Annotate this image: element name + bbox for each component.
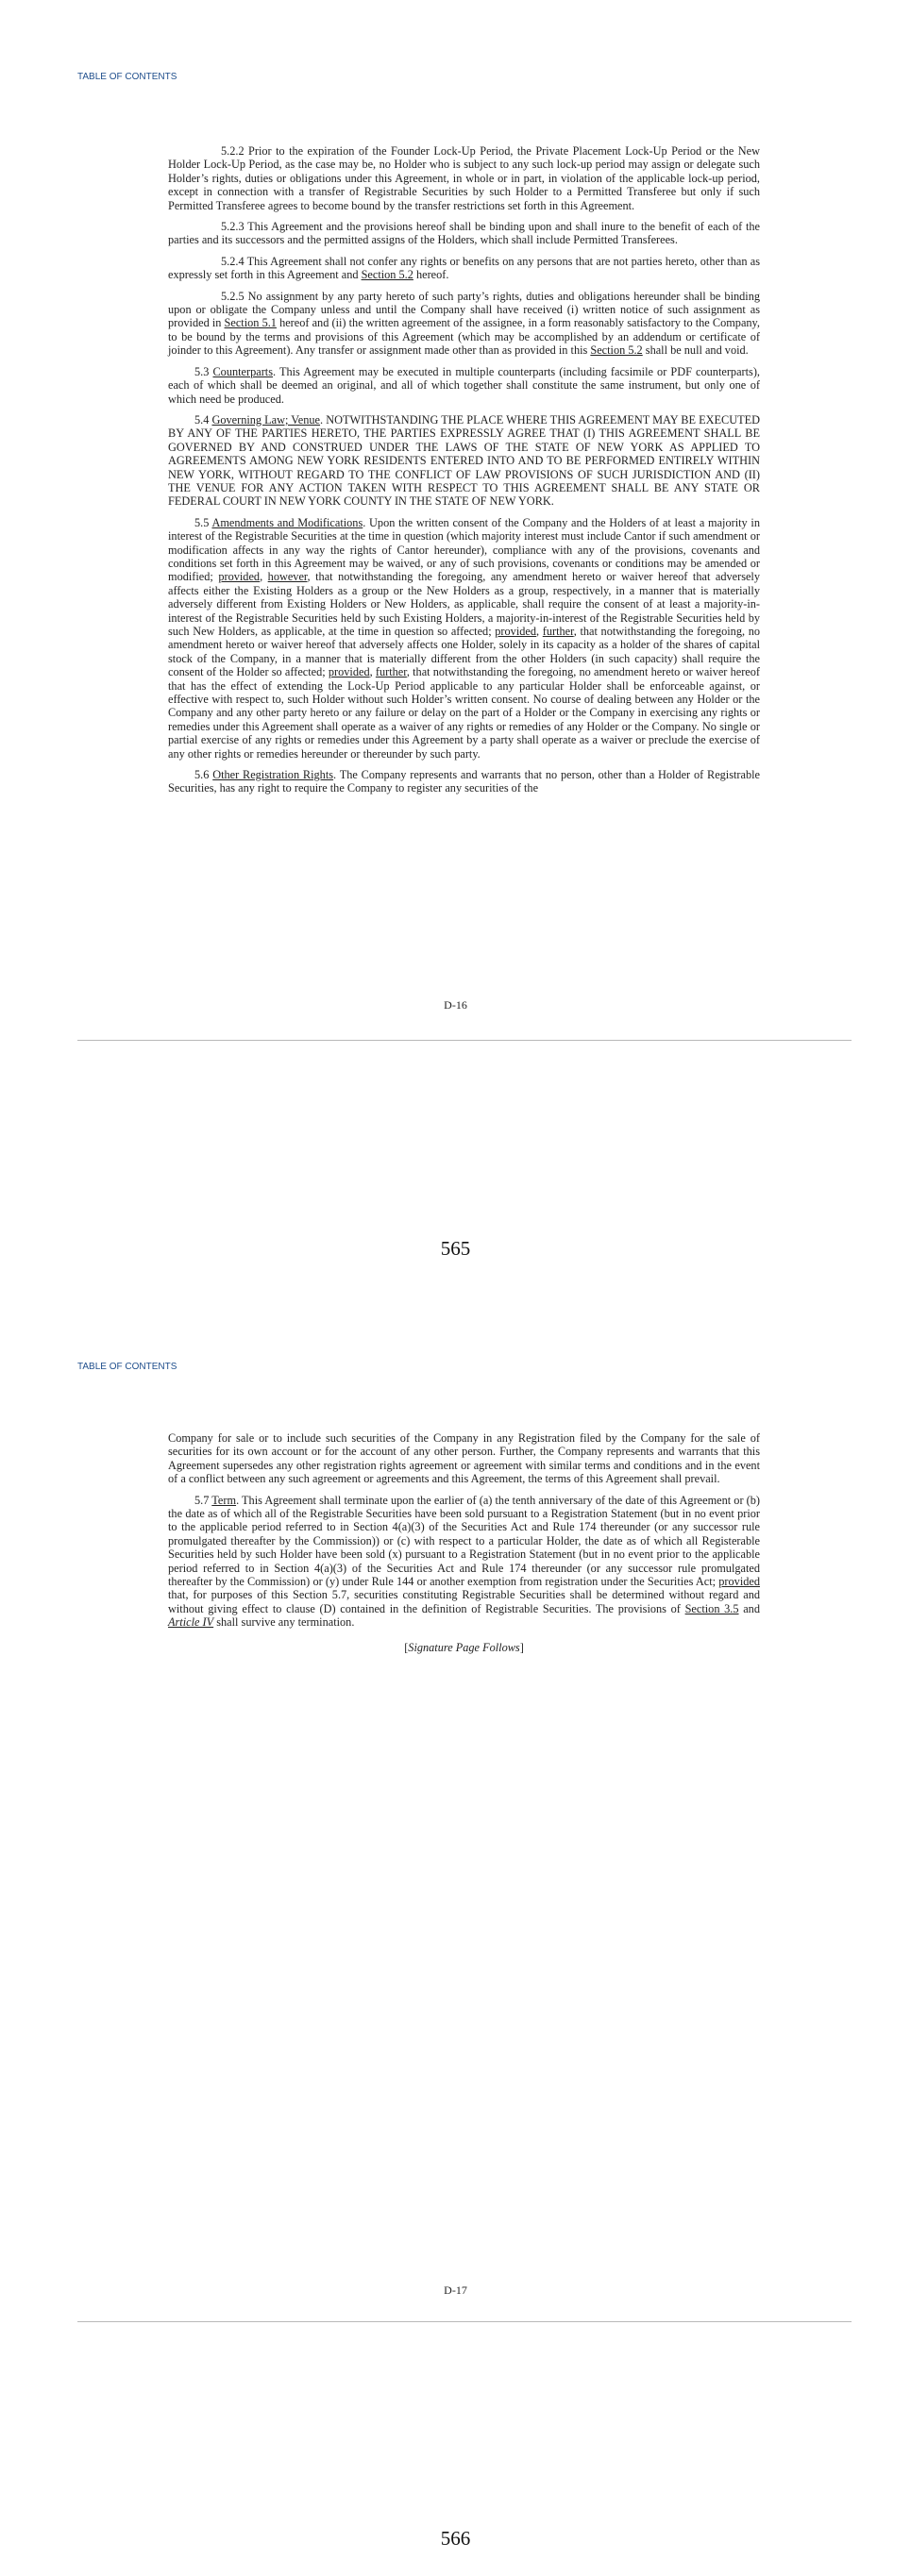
- paragraph-5-7: 5.7 Term. This Agreement shall terminate upon the earlier of (a) the tenth anniversary of the date of this Agreement or (b) the date as of which all of the Registrable Securities have been sold pursuant to a Registration Statement (but in no event prior to the applicable period referred to in Section 4(a)(3) of the Securities Act and Rule 174 thereunder (or any successor rule promulgated thereafter by the Commission)) or (c) with respect to a particular Holder, the date as of which all Registerable Securities held by such Holder have been sold (x) pursuant to a Registration Statement (but in no event prior to the applicable period referred to in Section 4(a)(3) of the Securities Act and Rule 174 thereunder (or any successor rule promulgated thereafter by the Commission) or (y) under Rule 144 or another exemption from registration under the Securities Act; provided that, for purposes of this Section 5.7, securities constituting Registrable Securities shall be determined without regard and without giving effect to clause (D) contained in the definition of Registrable Securities. The provisions of Section 3.5 and Article IV shall survive any termination.: [168, 1493, 760, 1630]
- paragraph-5-4: 5.4 Governing Law; Venue. NOTWITHSTANDING THE PLACE WHERE THIS AGREEMENT MAY BE EXECUTED BY ANY OF THE PARTIES HERETO, THE PARTIES EXPRESSLY AGREE THAT (I) THIS AGREEMENT SHALL BE GOVERNED BY AND CONSTRUED UNDER THE LAWS OF THE STATE OF NEW YORK AS APPLIED TO AGREEMENTS AMONG NEW YORK RESIDENTS ENTERED INTO AND TO BE PERFORMED ENTIRELY WITHIN NEW YORK, WITHOUT REGARD TO THE CONFLICT OF LAW PROVISIONS OF SUCH JURISDICTION AND (II) THE VENUE FOR ANY ACTION TAKEN WITH RESPECT TO THIS AGREEMENT SHALL BE ANY STATE OR FEDERAL COURT IN NEW YORK COUNTY IN THE STATE OF NEW YORK.: [168, 412, 761, 509]
- further-term: further: [375, 665, 407, 679]
- paragraph-5-5: 5.5 Amendments and Modifications. Upon the written consent of the Company and the Holders of at least a majority in interest of the Registrable Securities at the time in question (which majority interest must include Cantor if such amendment or modification affects in any way the rights of Cantor hereunder), compliance with any of the provisions, covenants and conditions set forth in this Agreement may be waived, or any of such provisions, covenants or conditions may be amended or modified; provided, however, that notwithstanding the foregoing, any amendment hereto or waiver hereof that adversely affects either the Existing Holders as a group or the New Holders as a group, respectively, in a manner that is materially adversely different from Existing Holders or New Holders, as applicable, shall require the consent of at least a majority-in-interest of the Registrable Securities held by such Existing Holders, a majority-in-interest of the Registrable Securities held by such New Holders, as applicable, at the time in question so affected; provided, further, that notwithstanding the foregoing, no amendment hereto or waiver hereof that adversely affects one Holder, solely in its capacity as a holder of the shares of capital stock of the Company, in a manner that is materially different from the other Holders (in such capacity) shall require the consent of the Holder so affected; provided, further, that notwithstanding the foregoing, no amendment hereto or waiver hereof that has the effect of extending the Lock-Up Period applicable to any particular Holder shall be enforceable against, or effective with respect to, such Holder without such Holder’s written consent. No course of dealing between any Holder or the Company and any other party hereto or any failure or delay on the part of a Holder or the Company in exercising any rights or remedies under this Agreement shall operate as a waiver of any rights or remedies of any Holder or the Company. No single or partial exercise of any rights or remedies under this Agreement by a party shall operate as a waiver or preclude the exercise of any other rights or remedies hereunder or thereunder by such party.: [168, 515, 760, 761]
- page-number: 565: [440, 1237, 471, 1260]
- section-5-2-link[interactable]: Section 5.2: [590, 343, 643, 358]
- provided-term: provided: [495, 625, 536, 638]
- page-footer: D-17: [444, 2283, 467, 2297]
- provided-term: provided: [328, 665, 370, 679]
- other-registration-rights-heading: Other Registration Rights: [212, 768, 334, 782]
- paragraph-5-2-3: 5.2.3 This Agreement and the provisions hereof shall be binding upon and shall inure to the benefit of each of the parties and its successors and the permitted assigns of the Holders, which shall include Permitted Transferees.: [168, 220, 760, 247]
- section-3-5-link[interactable]: Section 3.5: [684, 1601, 739, 1615]
- paragraph-5-3: 5.3 Counterparts. This Agreement may be executed in multiple counterparts (including facsimile or PDF counterparts), each of which shall be deemed an original, and all of which together shall constitute the same instrument, but only one of which need be produced.: [168, 364, 760, 406]
- signature-page-note: [Signature Page Follows]: [404, 1640, 524, 1654]
- page-number: 566: [440, 2527, 471, 2550]
- provided-term: provided: [218, 570, 261, 584]
- page-footer: D-16: [444, 998, 467, 1012]
- paragraph-5-2-5: 5.2.5 No assignment by any party hereto of such party’s rights, duties and obligations hereunder shall be binding upon or obligate the Company unless and until the Company shall have received (i) written notice of such assignment as provided in Section 5.1 hereof and (ii) the written agreement of the assignee, in a form reasonably satisfactory to the Company, to be bound by the terms and provisions of this Agreement (which may be accomplished by an addendum or certificate of joinder to this Agreement). Any transfer or assignment made other than as provided in this Section 5.2 shall be null and void.: [168, 289, 760, 358]
- document-page-d17: [168, 1431, 760, 1662]
- article-iv-link[interactable]: Article IV: [168, 1615, 214, 1630]
- section-5-1-link[interactable]: Section 5.1: [224, 316, 277, 330]
- paragraph-5-6-continued: Company for sale or to include such securities of the Company in any Registration filed by the Company for the sale of securities for its own account or for the account of any other person. Further, the Company represents and warrants that this Agreement supersedes any other registration rights agreement or agreement with similar terms and conditions and in the event of a conflict between any such agreement or agreements and this Agreement, the terms of this Agreement shall prevail.: [168, 1431, 760, 1486]
- paragraph-5-6: 5.6 Other Registration Rights. The Company represents and warrants that no person, other than a Holder of Registrable Securities, has any right to require the Company to register any securities of the: [168, 768, 761, 795]
- table-of-contents-link[interactable]: TABLE OF CONTENTS: [77, 1362, 177, 1372]
- page-divider: [77, 2321, 852, 2322]
- term-heading: Term: [211, 1493, 237, 1507]
- document-page-d16: [168, 144, 760, 803]
- governing-law-heading: Governing Law; Venue: [211, 412, 321, 427]
- section-5-2-link[interactable]: Section 5.2: [361, 268, 413, 282]
- amendments-heading: Amendments and Modifications: [211, 515, 363, 529]
- paragraph-5-2-4: 5.2.4 This Agreement shall not confer any rights or benefits on any persons that are not parties hereto, other than as expressly set forth in this Agreement and Section 5.2 hereof.: [168, 254, 760, 282]
- page-divider: [77, 1040, 852, 1041]
- further-term: further: [542, 625, 574, 638]
- provided-term: provided: [718, 1575, 760, 1589]
- table-of-contents-link[interactable]: TABLE OF CONTENTS: [77, 72, 177, 82]
- counterparts-heading: Counterparts: [212, 364, 273, 378]
- paragraph-5-2-2: 5.2.2 Prior to the expiration of the Founder Lock-Up Period, the Private Placement Lock-Up Period or the New Holder Lock-Up Period, as the case may be, no Holder who is subject to any such lock-up period may assign or delegate such Holder’s rights, duties or obligations under this Agreement, in whole or in part, in violation of the applicable lock-up period, except in connection with a transfer of Registrable Securities by such Holder to a Permitted Transferee but only if such Permitted Transferee agrees to become bound by the transfer restrictions set forth in this Agreement.: [168, 144, 760, 212]
- however-term: however: [267, 570, 308, 584]
